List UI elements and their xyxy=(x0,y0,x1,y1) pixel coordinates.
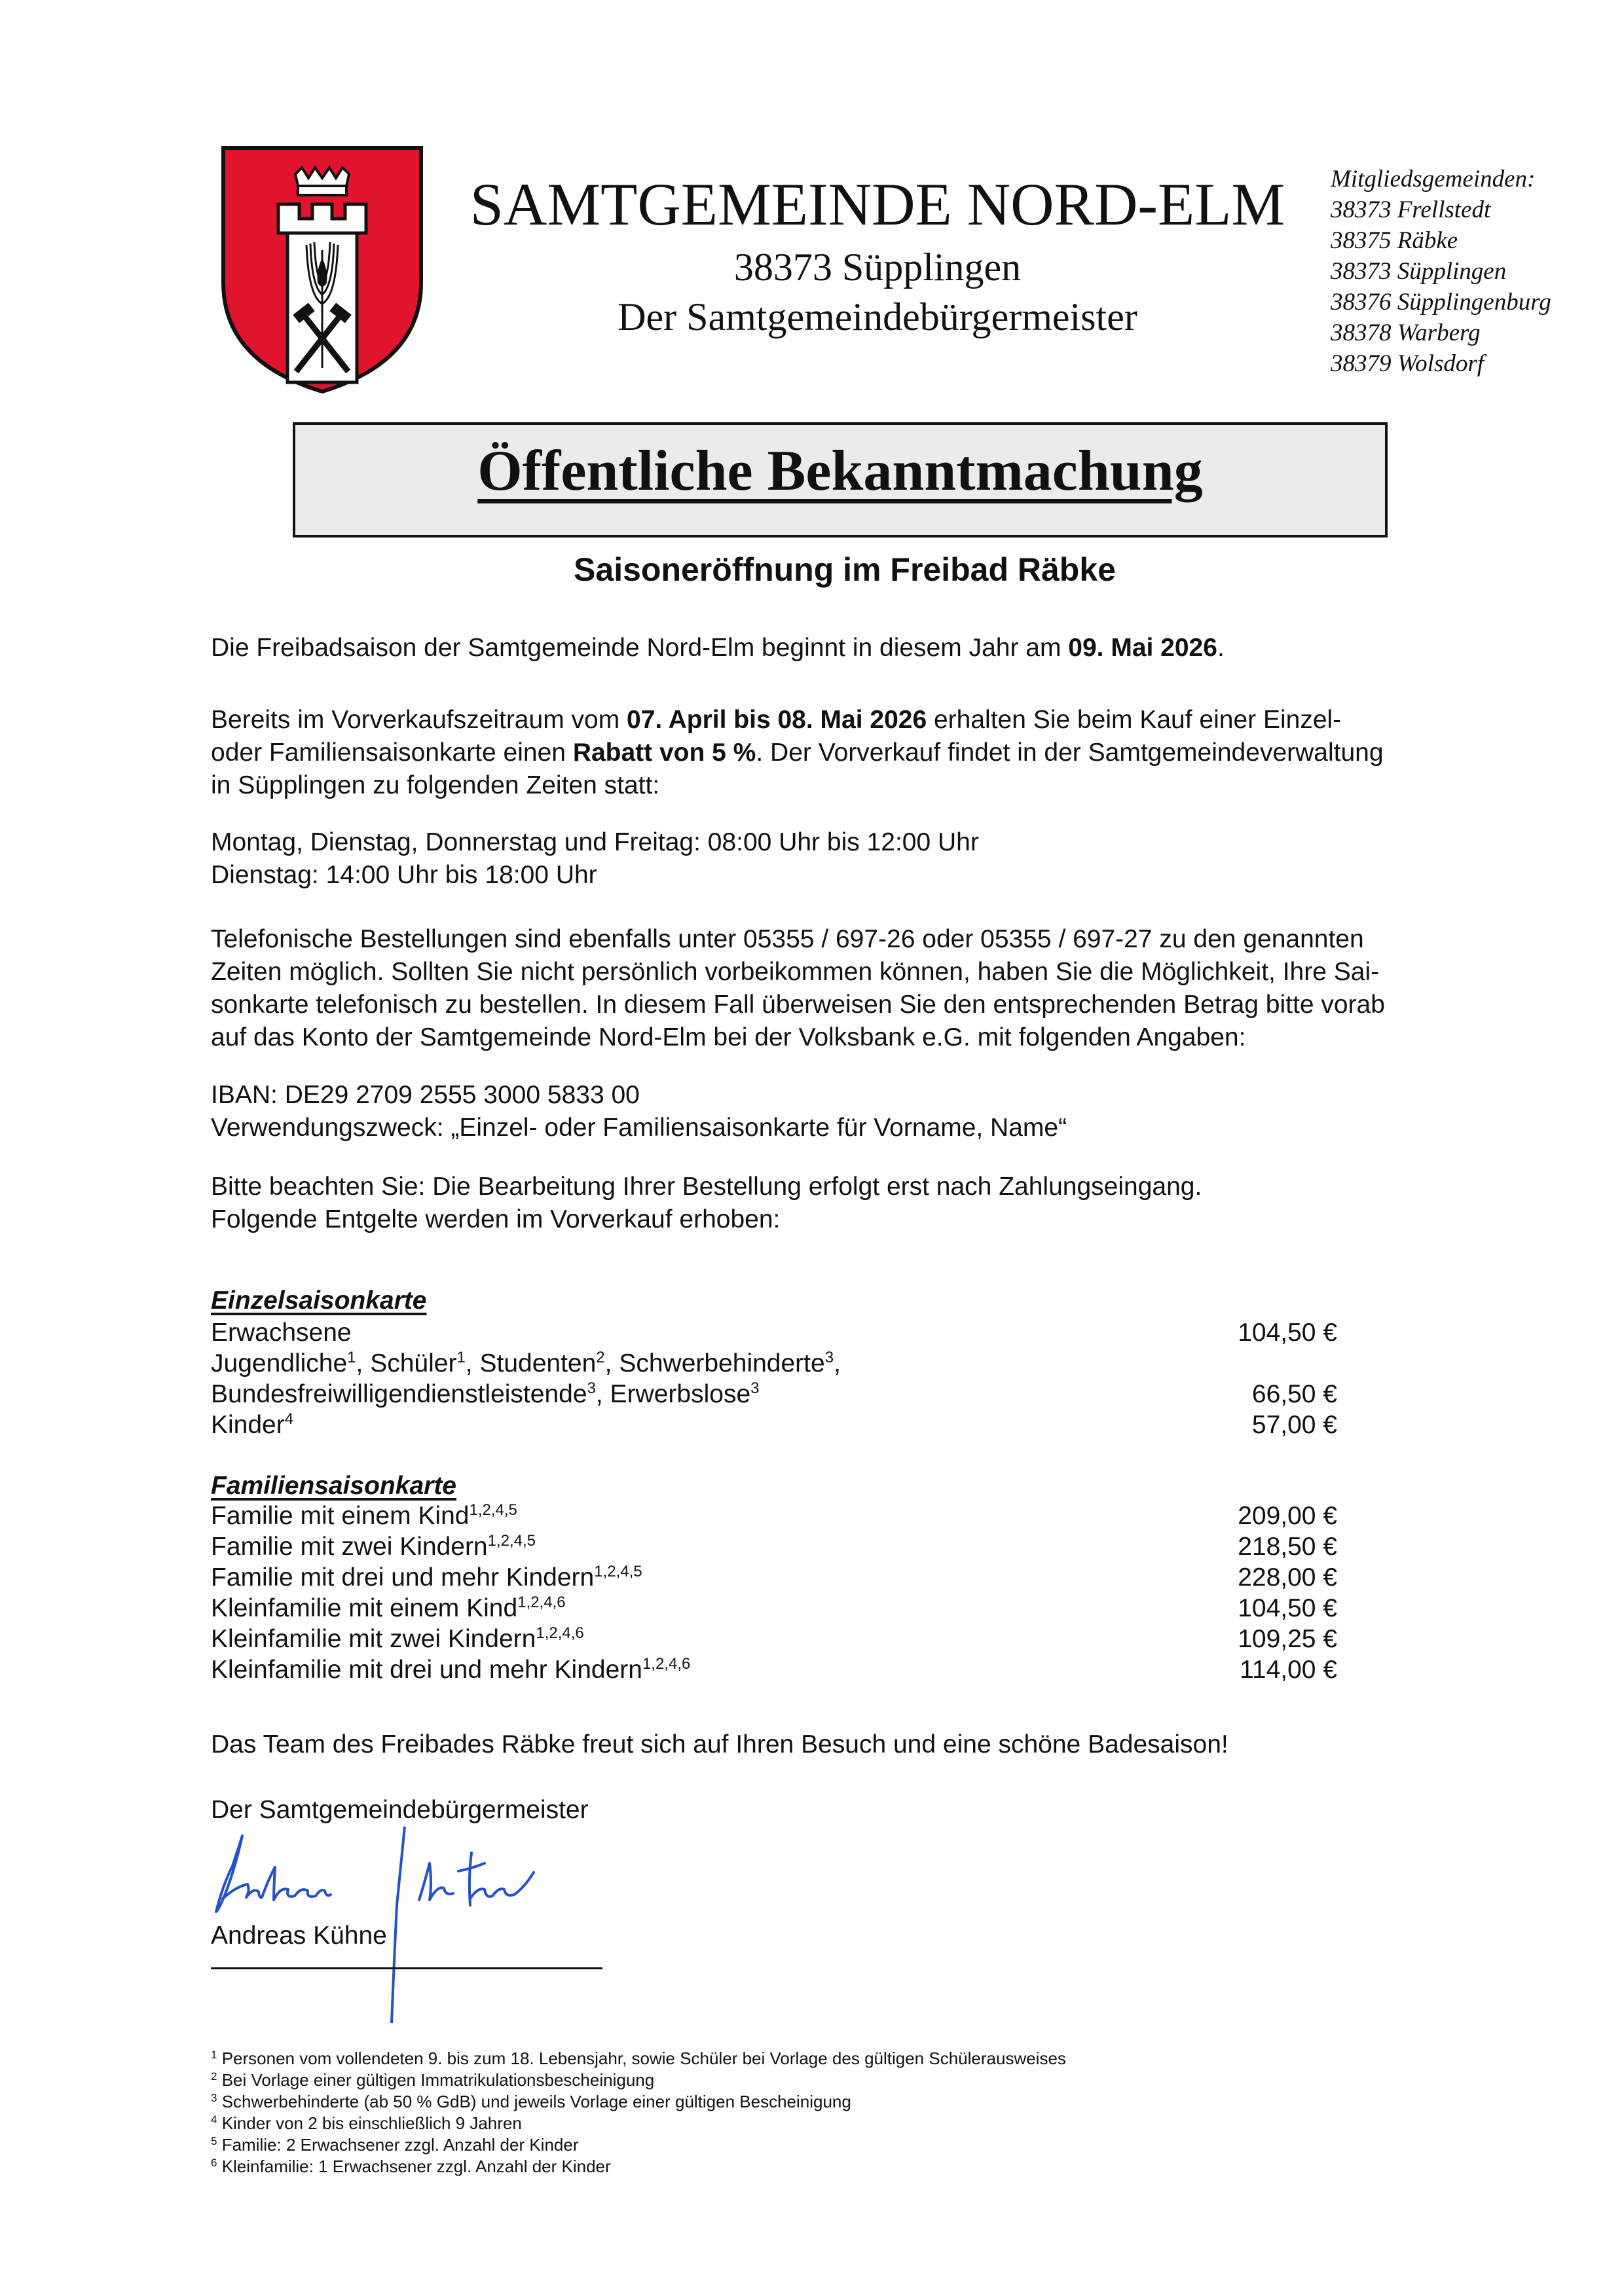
text-line: Folgende Entgelte werden im Vorverkauf erhoben: xyxy=(211,1205,781,1233)
text: erhalten Sie beim Kauf einer Einzel- xyxy=(927,706,1342,734)
footnote: $^6$ Kleinfamilie: 1 Erwachsener zzgl. Anzahl der Kinder xyxy=(211,2157,611,2176)
price-label: Kleinfamilie mit einem Kind$^{1,2,4,6}$ xyxy=(211,1594,566,1622)
price-value: 209,00 € xyxy=(1238,1502,1337,1530)
price-row xyxy=(211,1501,1337,1531)
price-table-single xyxy=(211,1317,1337,1440)
text: oder Familiensaisonkarte einen xyxy=(211,738,573,767)
footnote: $^5$ Familie: 2 Erwachsener zzgl. Anzahl der Kinder xyxy=(211,2135,579,2155)
price-row xyxy=(211,1593,1337,1624)
price-value: 218,50 € xyxy=(1238,1533,1337,1561)
member-item: 38376 Süpplingenburg xyxy=(1331,289,1551,316)
member-item: 38378 Warberg xyxy=(1331,319,1481,346)
paragraph-payment-note xyxy=(211,1171,1488,1236)
member-item: 38373 Frellstedt xyxy=(1331,196,1491,223)
member-item: 38375 Räbke xyxy=(1331,227,1458,254)
price-label: Kleinfamilie mit drei und mehr Kindern$^{1,2,4,6}$ xyxy=(211,1655,691,1684)
price-value: 228,00 € xyxy=(1238,1563,1337,1592)
price-label: Familie mit einem Kind$^{1,2,4,5}$ xyxy=(211,1501,517,1530)
price-label: Erwachsene xyxy=(211,1319,352,1347)
member-municipalities xyxy=(1331,164,1551,379)
price-label xyxy=(211,1348,841,1410)
paragraph-presale xyxy=(211,704,1488,802)
signatory-role: Der Samtgemeindebürgermeister xyxy=(211,1796,589,1824)
signatory-name: Andreas Kühne xyxy=(211,1922,387,1950)
hours-line: Dienstag: 14:00 Uhr bis 18:00 Uhr xyxy=(211,861,597,889)
text-line: auf das Konto der Samtgemeinde Nord-Elm bei der Volksbank e.G. mit folgenden Angaben: xyxy=(211,1023,1246,1051)
price-row xyxy=(211,1531,1337,1562)
price-value: 114,00 € xyxy=(1240,1656,1337,1684)
text-line: Bitte beachten Sie: Die Bearbeitung Ihrer Bestellung erfolgt erst nach Zahlungseingang. xyxy=(211,1173,1202,1201)
footnote: $^3$ Schwerbehinderte (ab 50 % GdB) und jeweils Vorlage einer gültigen Bescheinigung xyxy=(211,2092,851,2111)
price-label-line: Bundesfreiwilligendienstleistende$^3$, Erwerbslose$^3$ xyxy=(211,1379,760,1408)
footnotes xyxy=(211,2048,1066,2178)
announcement-subtitle: Saisoneröffnung im Freibad Räbke xyxy=(574,551,1116,588)
presale-period: 07. April bis 08. Mai 2026 xyxy=(627,706,927,734)
text: . Der Vorverkauf findet in der Samtgemeindeverwaltung xyxy=(756,738,1384,767)
text-line: Telefonische Bestellungen sind ebenfalls unter 05355 / 697-26 oder 05355 / 697-27 zu den genannten xyxy=(211,925,1364,953)
price-value: 66,50 € xyxy=(1251,1380,1337,1408)
price-label: Familie mit drei und mehr Kindern$^{1,2,4,5}$ xyxy=(211,1563,642,1592)
organization-role: Der Samtgemeindebürgermeister xyxy=(618,295,1137,338)
member-item: 38373 Süpplingen xyxy=(1331,258,1507,285)
price-table-family xyxy=(211,1501,1337,1685)
footnote: $^4$ Kinder von 2 bis einschließlich 9 Jahren xyxy=(211,2113,522,2133)
closing-text: Das Team des Freibades Räbke freut sich auf Ihren Besuch und eine schöne Badesaison! xyxy=(211,1730,1228,1758)
price-row xyxy=(211,1654,1337,1685)
section-title-family: Familiensaisonkarte xyxy=(211,1472,456,1500)
announcement-title xyxy=(293,440,1388,503)
announcement-title-text: Öffentliche Bekanntmachung xyxy=(477,439,1203,503)
paragraph-phone-orders xyxy=(211,923,1488,1054)
season-start-date: 09. Mai 2026 xyxy=(1068,634,1217,662)
section-title-single: Einzelsaisonkarte xyxy=(211,1286,427,1315)
price-label-line: Jugendliche$^1$, Schüler$^1$, Studenten$^2$, Schwerbehinderte$^3$, xyxy=(211,1349,841,1377)
hours-line: Montag, Dienstag, Donnerstag und Freitag: 08:00 Uhr bis 12:00 Uhr xyxy=(211,828,979,856)
paragraph-season-start xyxy=(211,632,1488,665)
signature-line xyxy=(211,1967,602,1969)
price-value: 104,50 € xyxy=(1238,1594,1337,1622)
payment-purpose: Verwendungszweck: „Einzel- oder Familiensaisonkarte für Vorname, Name“ xyxy=(211,1114,1067,1142)
bank-details xyxy=(211,1079,1488,1144)
price-label: Kinder$^4$ xyxy=(211,1410,294,1439)
opening-hours xyxy=(211,826,1488,892)
price-row xyxy=(211,1317,1337,1348)
coat-of-arms-icon xyxy=(218,145,426,394)
price-row xyxy=(211,1348,1337,1410)
text-line: sonkarte telefonisch zu bestellen. In diesem Fall überweisen Sie den entsprechenden Betrag bitte vorab xyxy=(211,991,1385,1019)
price-row xyxy=(211,1562,1337,1593)
text-line: Zeiten möglich. Sollten Sie nicht persönlich vorbeikommen können, haben Sie die Möglichkeit, Ihre Sai- xyxy=(211,958,1380,986)
footnote: $^1$ Personen vom vollendeten 9. bis zum 18. Lebensjahr, sowie Schüler bei Vorlage des gültigen Schülerausweises xyxy=(211,2049,1066,2068)
text: Bereits im Vorverkaufszeitraum vom xyxy=(211,706,627,734)
organization-name: SAMTGEMEINDE NORD-ELM xyxy=(470,171,1285,238)
price-value: 104,50 € xyxy=(1238,1319,1337,1347)
footnote: $^2$ Bei Vorlage einer gültigen Immatrikulationsbescheinigung xyxy=(211,2070,655,2090)
organization-header xyxy=(452,172,1303,342)
price-value: 109,25 € xyxy=(1238,1625,1337,1653)
members-title: Mitgliedsgemeinden: xyxy=(1331,166,1536,192)
price-label: Kleinfamilie mit zwei Kindern$^{1,2,4,6}$ xyxy=(211,1624,584,1653)
member-item: 38379 Wolsdorf xyxy=(1331,350,1485,377)
text: . xyxy=(1217,634,1225,662)
price-row xyxy=(211,1624,1337,1654)
discount: Rabatt von 5 % xyxy=(572,738,756,767)
price-row xyxy=(211,1410,1337,1440)
iban: IBAN: DE29 2709 2555 3000 5833 00 xyxy=(211,1081,640,1109)
price-value: 57,00 € xyxy=(1251,1411,1337,1439)
text: in Süpplingen zu folgenden Zeiten statt: xyxy=(211,771,660,799)
price-label: Familie mit zwei Kindern$^{1,2,4,5}$ xyxy=(211,1532,536,1561)
organization-city: 38373 Süpplingen xyxy=(733,246,1022,289)
text: Die Freibadsaison der Samtgemeinde Nord-Elm beginnt in diesem Jahr am xyxy=(211,634,1069,662)
